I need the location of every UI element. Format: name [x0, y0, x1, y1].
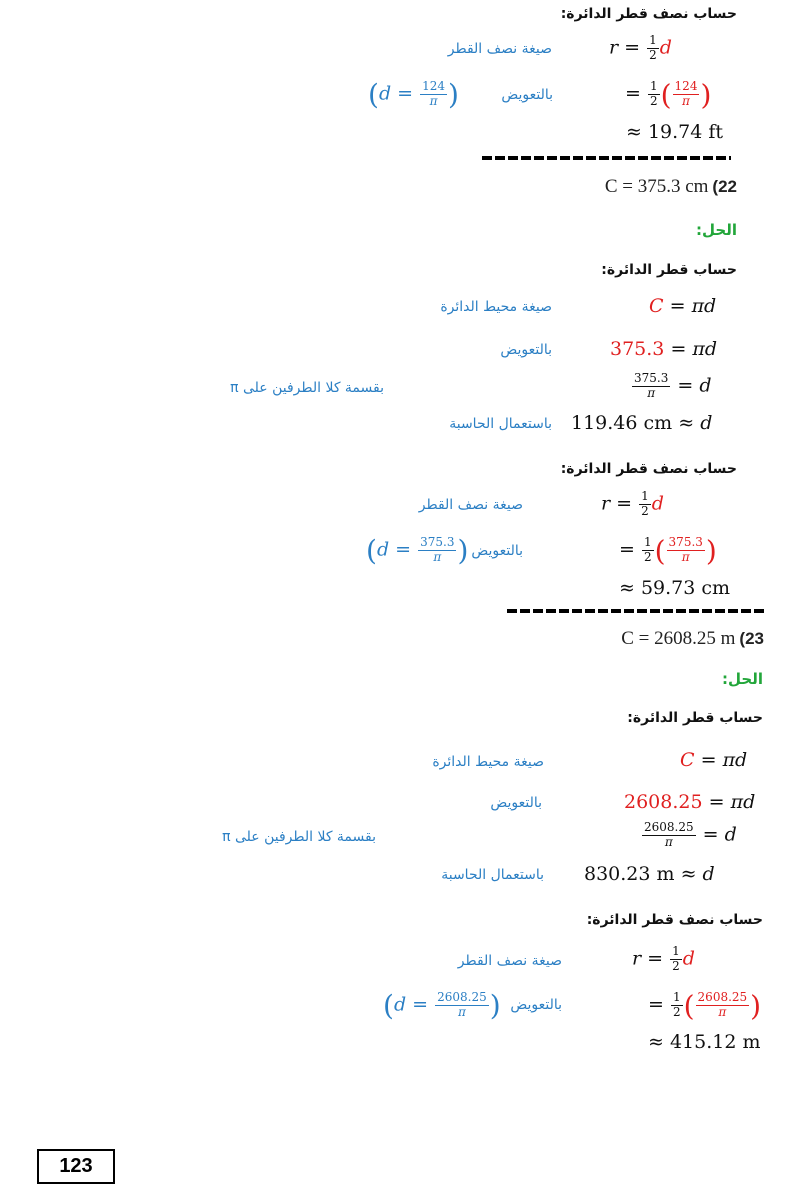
section-heading-diameter: حساب قطر الدائرة: [627, 710, 763, 726]
note-radius-formula: صيغة نصف القطر [418, 497, 523, 513]
note-substitution: بالتعويض [501, 87, 553, 103]
equation-radius-substituted: = $\frac{1}{2}$ ( $\frac{2608.25}{\pi}$ ) [648, 989, 762, 1022]
section-heading-radius: حساب نصف قطر الدائرة: [560, 6, 737, 22]
section-heading-diameter: حساب قطر الدائرة: [601, 262, 737, 278]
equation-radius-substituted: = $\frac{1}{2}$ ( $\frac{124}{\pi}$ ) [625, 78, 712, 111]
note-divide-both-sides: بقسمة كلا الطرفين على π [230, 380, 384, 396]
note-circumference-formula: صيغة محيط الدائرة [440, 299, 552, 315]
divider [507, 609, 765, 613]
equation-divide-by-pi: $\frac{375.3}{\pi}$ = d [634, 371, 712, 400]
equation-radius-substituted: = $\frac{1}{2}$ ( $\frac{375.3}{\pi}$ ) [619, 534, 717, 567]
radius-result: ≈ 415.12 m [648, 1031, 761, 1053]
solution-label: الحل: [722, 670, 763, 688]
problem-23-statement: C = 2608.25 m (23 [621, 628, 764, 649]
note-calculator: باستعمال الحاسبة [449, 416, 552, 432]
page-number: 123 [37, 1149, 115, 1184]
divider [482, 156, 731, 160]
note-divide-both-sides: بقسمة كلا الطرفين على π [222, 829, 376, 845]
section-heading-radius: حساب نصف قطر الدائرة: [560, 461, 737, 477]
equation-circumference-formula: C = πd [649, 295, 717, 317]
substitution-value-d: (d = $\frac{124}{\pi}$ ) [368, 78, 459, 111]
problem-22-statement: C = 375.3 cm (22 [604, 176, 737, 197]
note-radius-formula: صيغة نصف القطر [447, 41, 552, 57]
solution-label: الحل: [696, 221, 737, 239]
substitution-value-d: (d = $\frac{375.3}{\pi}$ ) [366, 534, 469, 567]
equation-radius-formula: r = $\frac{1}{2}$ d [609, 33, 672, 62]
diameter-result: 119.46 cm ≈ d [571, 412, 713, 434]
note-radius-formula: صيغة نصف القطر [457, 953, 562, 969]
note-substitution: بالتعويض [510, 997, 562, 1013]
equation-circumference-substituted: 375.3 = πd [610, 338, 718, 360]
section-heading-radius: حساب نصف قطر الدائرة: [586, 912, 763, 928]
equation-circumference-substituted: 2608.25 = πd [624, 791, 756, 813]
note-circumference-formula: صيغة محيط الدائرة [432, 754, 544, 770]
note-substitution: بالتعويض [500, 342, 552, 358]
equation-radius-formula: r = $\frac{1}{2}$ d [632, 944, 695, 973]
equation-radius-formula: r = $\frac{1}{2}$ d [601, 489, 664, 518]
note-substitution: بالتعويض [471, 543, 523, 559]
radius-result: ≈ 19.74 ft [626, 121, 724, 143]
equation-divide-by-pi: $\frac{2608.25}{\pi}$ = d [644, 820, 737, 849]
note-calculator: باستعمال الحاسبة [441, 867, 544, 883]
note-substitution: بالتعويض [490, 795, 542, 811]
diameter-result: 830.23 m ≈ d [584, 863, 715, 885]
equation-circumference-formula: C = πd [680, 749, 748, 771]
radius-result: ≈ 59.73 cm [619, 577, 731, 599]
substitution-value-d: (d = $\frac{2608.25}{\pi}$ ) [383, 989, 501, 1022]
